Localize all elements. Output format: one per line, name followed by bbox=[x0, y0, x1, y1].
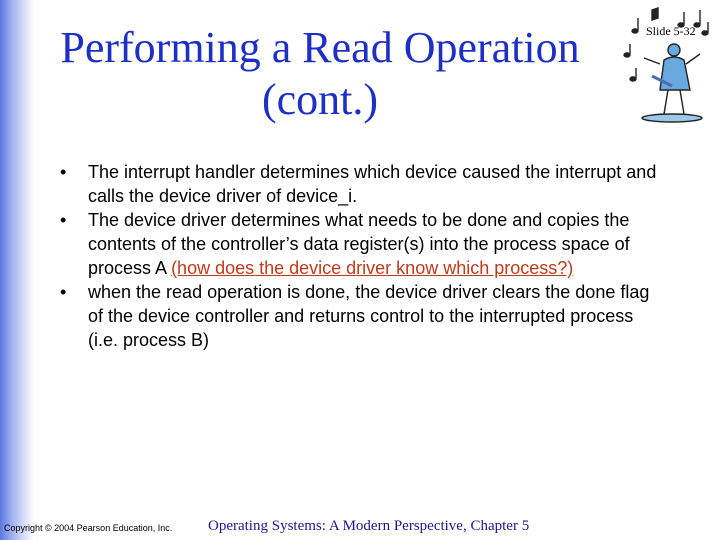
musician-clipart-icon bbox=[622, 4, 718, 124]
slide-number: Slide 5-32 bbox=[646, 24, 696, 38]
book-footer: Operating Systems: A Modern Perspective, Chapter 5 bbox=[208, 518, 530, 534]
copyright-text: Copyright © 2004 Pearson Education, Inc. bbox=[4, 523, 173, 533]
bullet-item: • when the read operation is done, the device driver clears the done flag of the device controller and returns control to the interrupted process (i.e. process B) bbox=[60, 280, 660, 352]
bullet-item: • The device driver determines what needs to be done and copies the contents of the controller’s data register(s) into the process space of process A (how does the device driver know which process?) bbox=[60, 208, 660, 280]
bullet-list bbox=[60, 160, 660, 352]
left-gradient-bar bbox=[0, 0, 34, 540]
bullet-item: • The interrupt handler determines which device caused the interrupt and calls the device driver of device_i. bbox=[60, 160, 660, 208]
slide-title bbox=[40, 22, 600, 126]
slide-title-line-1: Performing a Read Operation bbox=[60, 23, 580, 72]
question-link[interactable]: (how does the device driver know which process?) bbox=[171, 258, 574, 278]
slide-title-line-2: (cont.) bbox=[261, 75, 379, 124]
